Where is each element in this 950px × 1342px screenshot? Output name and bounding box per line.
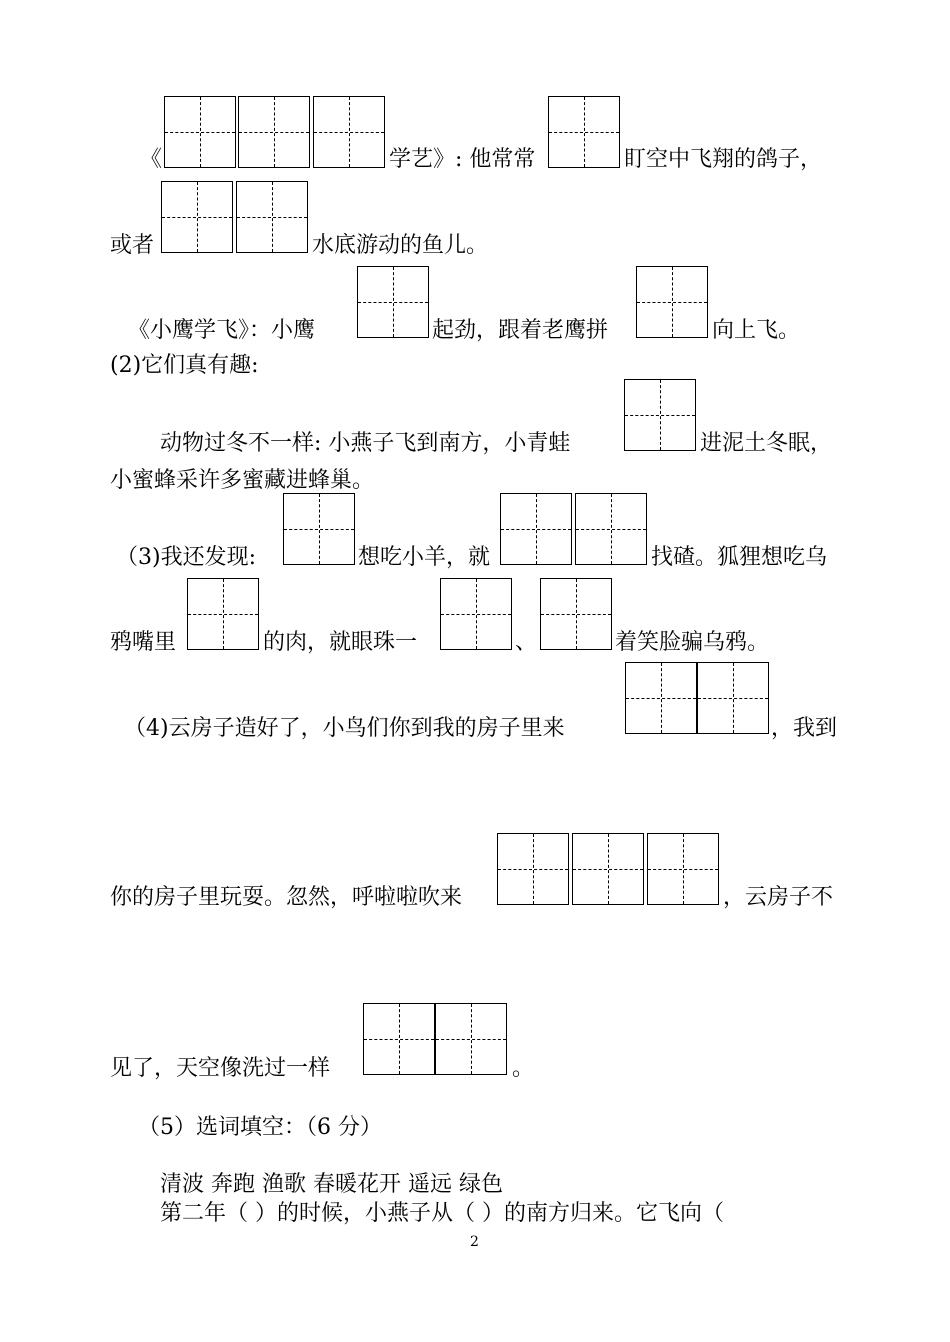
writing-box[interactable] xyxy=(440,578,512,650)
q4-line3-start: 见了，天空像洗过一样 xyxy=(110,1056,331,1081)
q3-line1-end: 找碴。狐狸想吃乌 xyxy=(651,545,828,570)
q1-line1-end: 盯空中飞翔的鸽子， xyxy=(624,147,823,172)
writing-box[interactable] xyxy=(283,493,355,565)
writing-box[interactable] xyxy=(548,96,620,168)
q4-line2-start: 你的房子里玩耍。忽然，呼啦啦吹来 xyxy=(110,885,463,910)
q2-line1-end: 进泥土冬眠， xyxy=(700,431,833,456)
q4-line3-end: 。 xyxy=(512,1056,535,1081)
q1-line3-end: 向上飞。 xyxy=(712,318,801,343)
q1-line2-start: 或者 xyxy=(110,233,155,258)
writing-box[interactable] xyxy=(435,1003,507,1075)
q4-line2-end: ，云房子不 xyxy=(723,885,834,910)
writing-box[interactable] xyxy=(238,96,310,168)
writing-box[interactable] xyxy=(697,662,769,734)
q4-line1-end: ，我到 xyxy=(771,716,838,741)
q2-line2: 小蜜蜂采许多蜜藏进蜂巢。 xyxy=(110,468,375,493)
writing-box[interactable] xyxy=(187,578,259,650)
writing-box[interactable] xyxy=(572,833,644,905)
writing-box[interactable] xyxy=(161,181,233,253)
q3-line2-end: 着笑脸骗乌鸦。 xyxy=(615,630,770,655)
writing-box[interactable] xyxy=(363,1003,435,1075)
q4-line1-start: （4)云房子造好了，小鸟们你到我的房子里来 xyxy=(124,716,565,741)
q3-line1-mid: 想吃小羊，就 xyxy=(358,545,491,570)
writing-box[interactable] xyxy=(164,96,236,168)
q5-sentence: 第二年（ ）的时候，小燕子从（ ）的南方归来。它飞向（ xyxy=(160,1201,724,1226)
writing-box[interactable] xyxy=(636,266,708,338)
q3-line2-start: 鸦嘴里 xyxy=(110,630,177,655)
writing-box[interactable] xyxy=(625,662,697,734)
q5-word-bank: 清波 奔跑 渔歌 春暖花开 遥远 绿色 xyxy=(160,1172,503,1197)
writing-box[interactable] xyxy=(540,578,612,650)
q2-line1-start: 动物过冬不一样: 小燕子飞到南方，小青蛙 xyxy=(160,431,571,456)
q1-line3-start: 《小鹰学飞》：小鹰 xyxy=(128,318,316,343)
page-number: 2 xyxy=(470,1234,479,1250)
q3-line1-start: （3)我还发现: xyxy=(116,545,256,570)
writing-box[interactable] xyxy=(497,833,569,905)
q3-line2-mid: 的肉，就眼珠一 xyxy=(263,630,418,655)
q1-line1-open: 《 xyxy=(140,147,163,172)
q3-line2-sep: 、 xyxy=(515,630,538,655)
q2-title: (2)它们真有趣: xyxy=(110,353,259,378)
q1-line2-end: 水底游动的鱼儿。 xyxy=(312,233,489,258)
writing-box[interactable] xyxy=(500,493,572,565)
q1-line1-text: 学艺》: 他常常 xyxy=(389,147,536,172)
writing-box[interactable] xyxy=(647,833,719,905)
q5-title: （5）选词填空：（6 分） xyxy=(138,1115,382,1140)
writing-box[interactable] xyxy=(575,493,647,565)
writing-box[interactable] xyxy=(236,181,308,253)
writing-box[interactable] xyxy=(313,96,385,168)
writing-box[interactable] xyxy=(357,266,429,338)
writing-box[interactable] xyxy=(624,379,696,451)
q1-line3-mid: 起劲，跟着老鹰拼 xyxy=(432,318,609,343)
